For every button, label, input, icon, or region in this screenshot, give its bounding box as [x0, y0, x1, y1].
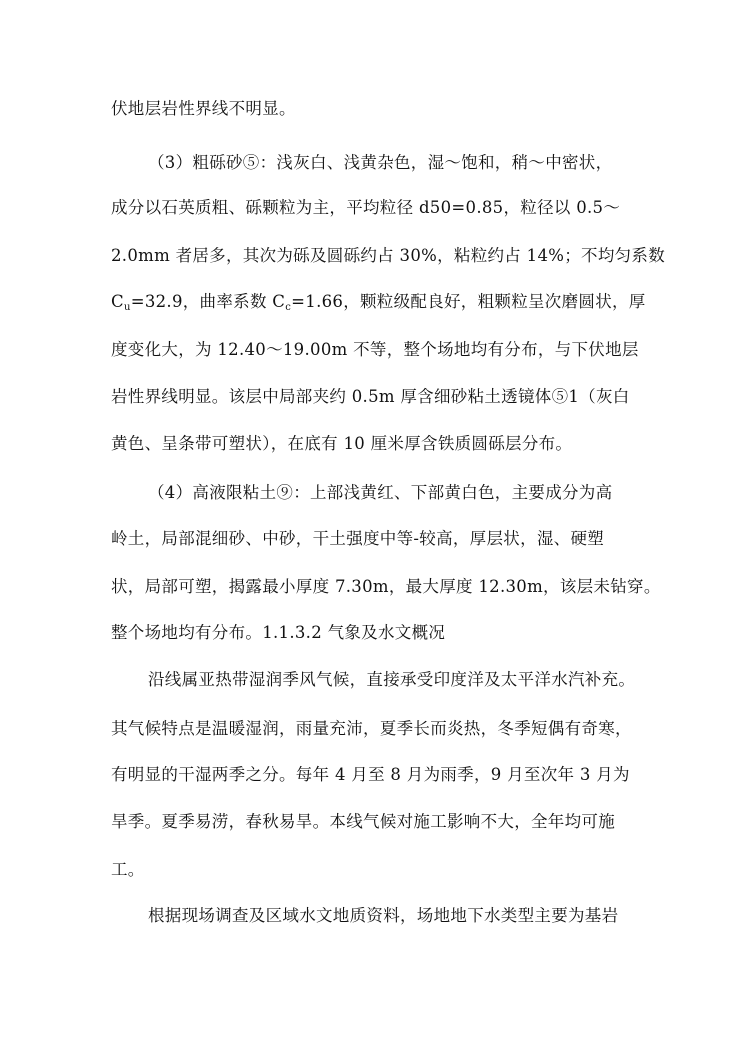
- text-line-16: 旱季。夏季易涝，春秋易旱。本线气候对施工影响不大，全年均可施: [111, 812, 615, 831]
- text-line-6: 度变化大，为 12.40～19.00m 不等，整个场地均有分布，与下伏地层: [111, 340, 639, 359]
- text-line-5-a: =32.9，曲率系数: [130, 292, 273, 311]
- text-line-17: 工。: [111, 860, 145, 879]
- text-line-11: 状，局部可塑，揭露最小厚度 7.30m，最大厚度 12.30m，该层未钻穿。: [111, 577, 661, 596]
- text-line-3: 成分以石英质粗、砾颗粒为主，平均粒径 d50=0.85，粒径以 0.5～: [111, 198, 621, 217]
- text-line-4: 2.0mm 者居多，其次为砾及圆砾约占 30%，粘粒约占 14%；不均匀系数: [111, 246, 666, 265]
- text-line-13: 沿线属亚热带湿润季风气候，直接承受印度洋及太平洋水汽补充。: [148, 670, 636, 689]
- text-line-5: [111, 291, 646, 319]
- text-line-8: 黄色、呈条带可塑状），在底有 10 厘米厚含铁质圆砾层分布。: [111, 434, 573, 453]
- text-line-5-b: =1.66，颗粒级配良好，粗颗粒呈次磨圆状，厚: [291, 292, 646, 311]
- cc-subscript: c: [285, 302, 292, 313]
- text-line-1: 伏地层岩性界线不明显。: [111, 99, 296, 118]
- text-line-14: 其气候特点是温暖湿润，雨量充沛，夏季长而炎热，冬季短偶有奇寒，: [111, 719, 632, 738]
- text-line-7: 岩性界线明显。该层中局部夹约 0.5m 厚含细砂粘土透镜体⑤1（灰白: [111, 387, 630, 406]
- text-line-2: （3）粗砾砂⑤：浅灰白、浅黄杂色，湿～饱和，稍～中密状，: [148, 153, 613, 172]
- text-line-10: 岭土，局部混细砂、中砂，干土强度中等-较高，厚层状，湿、硬塑: [111, 529, 605, 548]
- cc-symbol: C: [272, 292, 286, 311]
- cu-subscript: u: [123, 302, 131, 313]
- text-line-15: 有明显的干湿两季之分。每年 4 月至 8 月为雨季，9 月至次年 3 月为: [111, 765, 630, 784]
- cu-symbol: C: [111, 292, 124, 311]
- text-line-9: （4）高液限粘土⑨：上部浅黄红、下部黄白色，主要成分为高: [148, 483, 613, 502]
- text-line-18: 根据现场调查及区域水文地质资料，场地地下水类型主要为基岩: [148, 906, 619, 925]
- text-line-12: 整个场地均有分布。1.1.3.2 气象及水文概况: [111, 623, 446, 642]
